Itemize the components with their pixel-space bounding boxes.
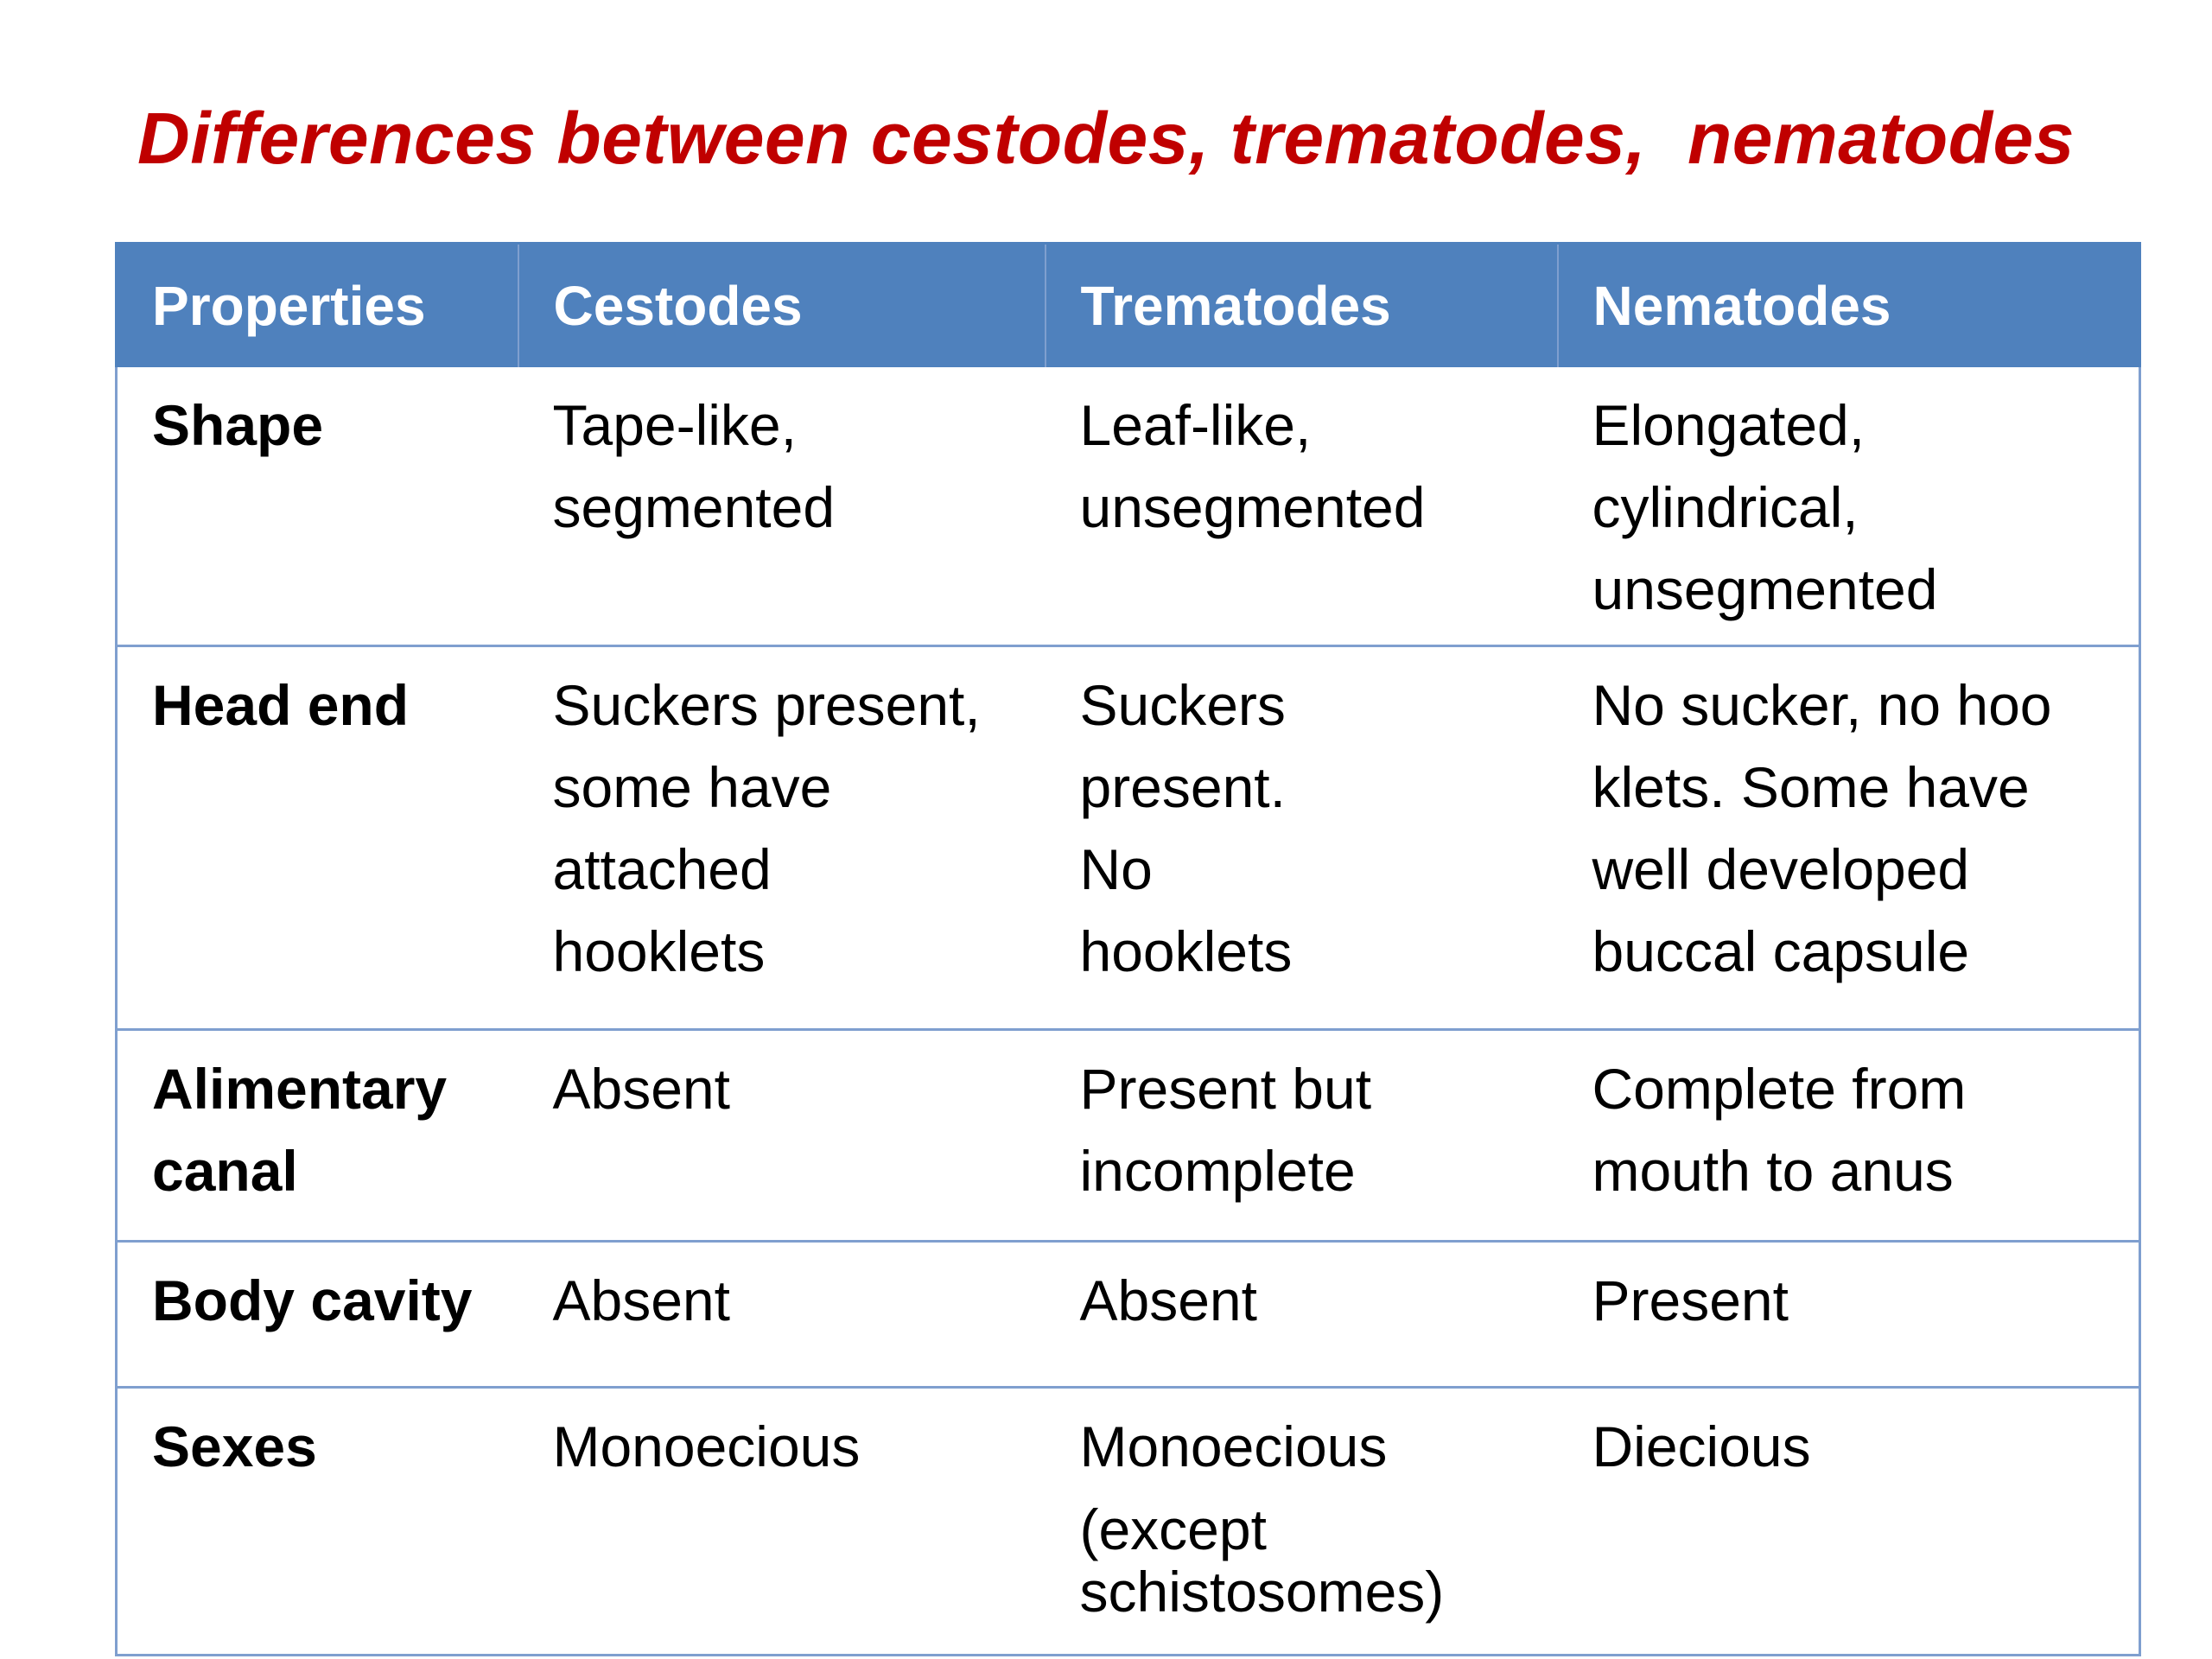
cell-cestodes-shape: Tape-like, segmented (518, 367, 1046, 646)
header-cestodes: Cestodes (518, 244, 1046, 368)
cell-cestodes-sexes: Monoecious (518, 1388, 1046, 1656)
cell-cestodes-alimentary-canal: Absent (518, 1030, 1046, 1242)
cell-nematodes-shape: Elongated, cylindrical, unsegmented (1558, 367, 2140, 646)
header-properties: Properties (117, 244, 518, 368)
row-label-body-cavity: Body cavity (117, 1242, 518, 1388)
table-row (117, 1030, 2140, 1242)
table-row (117, 367, 2140, 646)
row-label-shape: Shape (117, 367, 518, 646)
row-label-alimentary-canal: Alimentary canal (117, 1030, 518, 1242)
cell-nematodes-alimentary-canal: Complete from mouth to anus (1558, 1030, 2140, 1242)
cell-trematodes-alimentary-canal: Present but incomplete (1046, 1030, 1558, 1242)
cell-trematodes-sexes (1046, 1388, 1558, 1656)
row-label-head-end: Head end (117, 646, 518, 1030)
row-label-sexes: Sexes (117, 1388, 518, 1656)
table-row (117, 1242, 2140, 1388)
cell-nematodes-sexes: Diecious (1558, 1388, 2140, 1656)
trematodes-sexes-value: Monoecious (1079, 1414, 1388, 1478)
cell-cestodes-head-end: Suckers present, some have attached hooklets (518, 646, 1046, 1030)
slide-title: Differences between cestodes, trematodes, nematodes (137, 98, 2075, 179)
table-row (117, 646, 2140, 1030)
table-row (117, 1388, 2140, 1656)
trematodes-sexes-note: (except schistosomes) (1079, 1497, 1445, 1624)
cell-cestodes-body-cavity: Absent (518, 1242, 1046, 1388)
comparison-table (115, 242, 2141, 1656)
cell-trematodes-body-cavity: Absent (1046, 1242, 1558, 1388)
cell-trematodes-shape: Leaf-like, unsegmented (1046, 367, 1558, 646)
table-header-row (117, 244, 2140, 368)
cell-nematodes-head-end: No sucker, no hoo klets. Some have well developed buccal capsule (1558, 646, 2140, 1030)
cell-nematodes-body-cavity: Present (1558, 1242, 2140, 1388)
cell-trematodes-head-end: Suckers present. No hooklets (1046, 646, 1558, 1030)
header-trematodes: Trematodes (1046, 244, 1558, 368)
header-nematodes: Nematodes (1558, 244, 2140, 368)
